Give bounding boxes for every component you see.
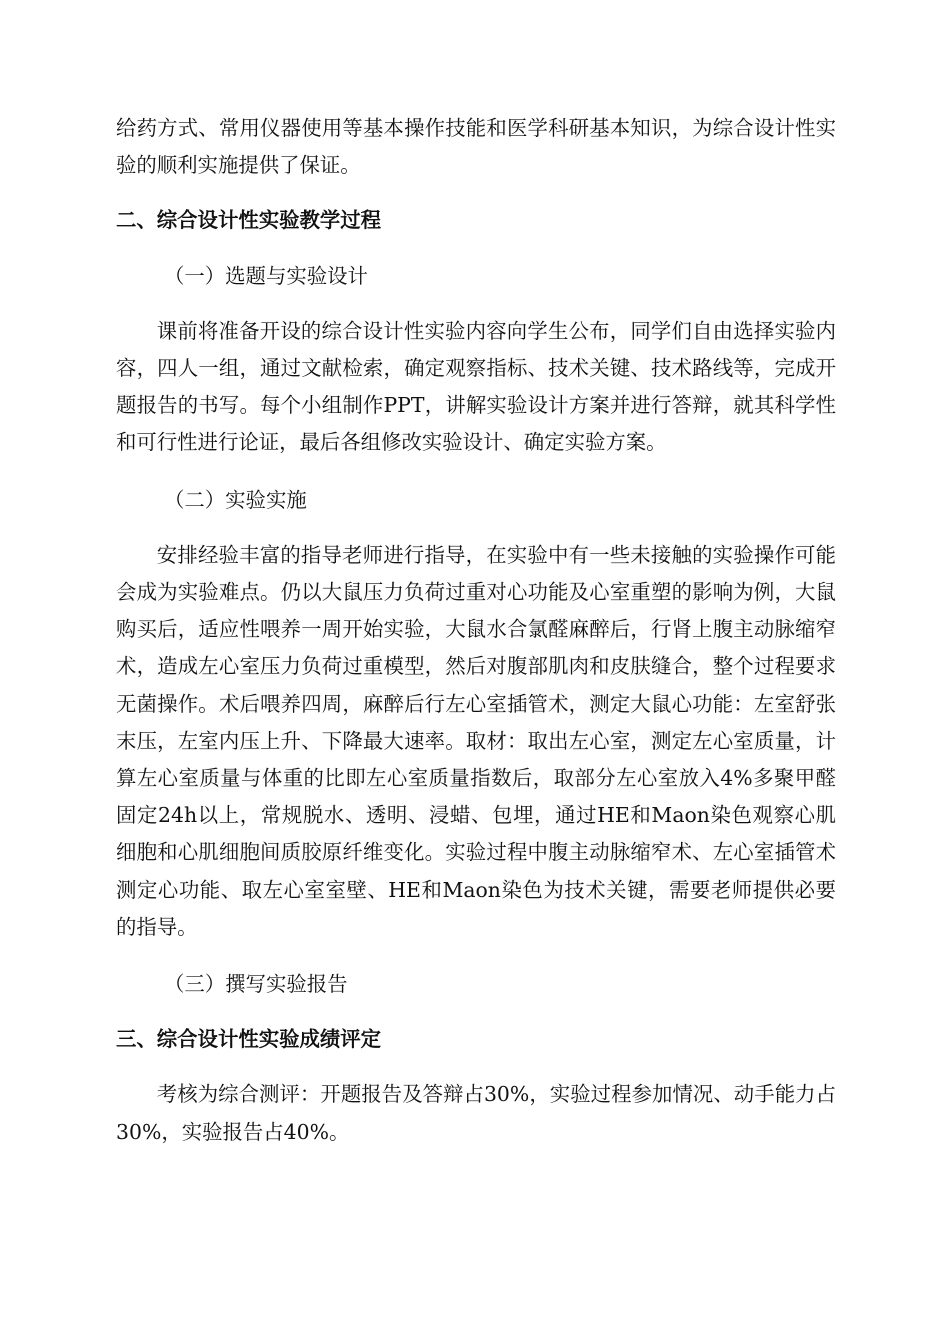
section-heading-teaching-process: 二、综合设计性实验教学过程 — [116, 208, 382, 233]
subsection-heading-topic-design: （一）选题与实验设计 — [164, 263, 368, 288]
implementation-paragraph: 安排经验丰富的指导老师进行指导，在实验中有一些未接触的实验操作可能会成为实验难点。仍以大鼠压力负荷过重对心功能及心室重塑的影响为例，大鼠购买后，适应性喂养一周开始实验，大鼠水合氯醛麻醉后，行肾上腹主动脉缩窄术，造成左心室压力负荷过重模型，然后对腹部肌肉和皮肤缝合，整个过程要求无菌操作。术后喂养四周，麻醉后行左心室插管术，测定大鼠心功能：左室舒张末压，左室内压上升、下降最大速率。取材：取出左心室，测定左心室质量，计算左心室质量与体重的比即左心室质量指数后，取部分左心室放入4%多聚甲醛固定24h以上，常规脱水、透明、浸蜡、包埋，通过HE和Maon染色观察心肌细胞和心肌细胞间质胶原纤维变化。实验过程中腹主动脉缩窄术、左心室插管术测定心功能、取左心室室壁、HE和Maon染色为技术关键，需要老师提供必要的指导。 — [116, 542, 836, 939]
subsection-heading-report: （三）撰写实验报告 — [164, 972, 348, 997]
section-heading-grading: 三、综合设计性实验成绩评定 — [116, 1027, 382, 1052]
document-body — [116, 110, 836, 1151]
grading-paragraph: 考核为综合测评：开题报告及答辩占30%，实验过程参加情况、动手能力占30%，实验报告占40%。 — [116, 1082, 836, 1144]
topic-design-paragraph: 课前将准备开设的综合设计性实验内容向学生公布，同学们自由选择实验内容，四人一组，通过文献检索，确定观察指标、技术关键、技术路线等，完成开题报告的书写。每个小组制作PPT，讲解实验设计方案并进行答辩，就其科学性和可行性进行论证，最后各组修改实验设计、确定实验方案。 — [116, 318, 836, 455]
intro-continuation-paragraph: 给药方式、常用仪器使用等基本操作技能和医学科研基本知识，为综合设计性实验的顺利实施提供了保证。 — [116, 116, 836, 178]
subsection-heading-implementation: （二）实验实施 — [164, 487, 307, 512]
